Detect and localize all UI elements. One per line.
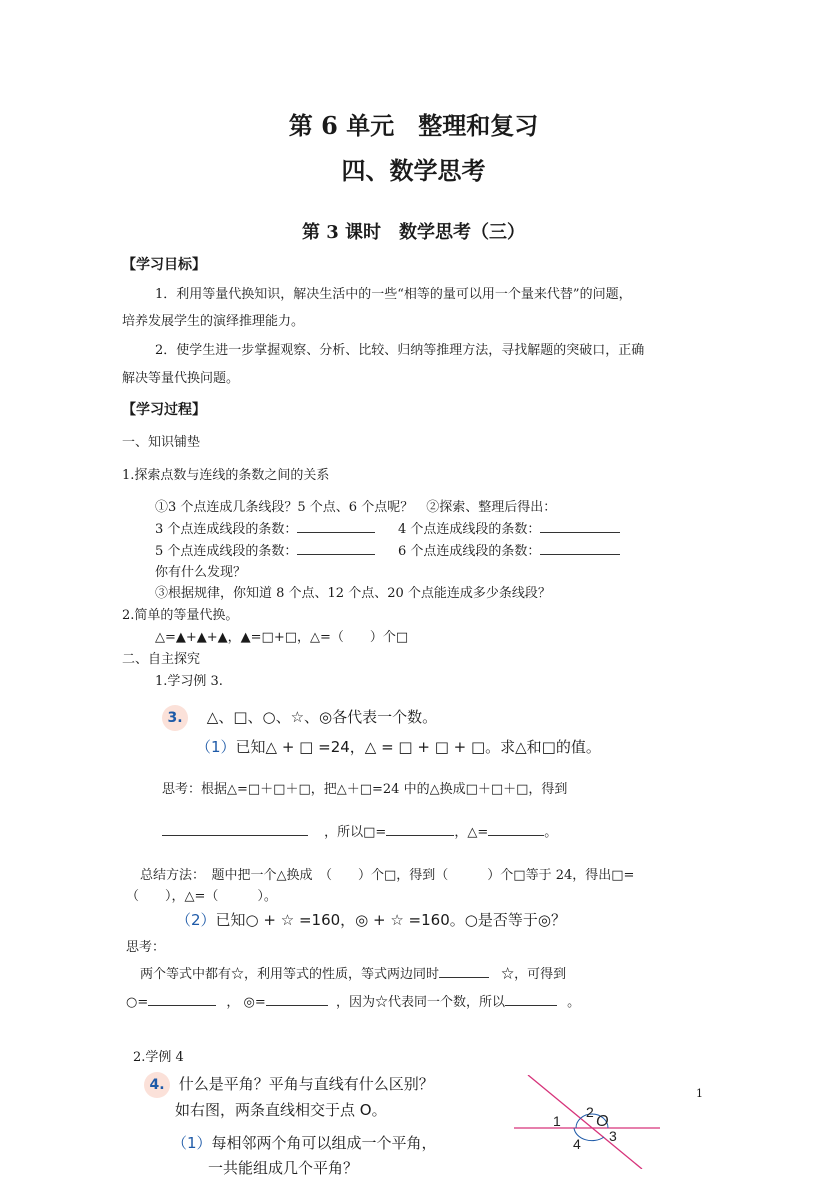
period-mark: 。 [567, 995, 581, 1010]
angle-label-4: 4 [573, 1136, 581, 1152]
example-3-intro-row [162, 705, 437, 731]
section-title: 四、数学思考 [341, 156, 486, 185]
points-3-row [155, 518, 375, 537]
point-o-label: O [596, 1113, 609, 1130]
points-3-blank [297, 519, 375, 533]
example-4-line-1: 什么是平角？平角与直线有什么区别？ [178, 1075, 434, 1093]
circle-eq-label: ○= [126, 995, 149, 1010]
diagonal-line [528, 1075, 642, 1169]
example-3-q1-row [196, 736, 601, 757]
example-4-line-2: 如右图，两条直线相交于点 O。 [175, 1101, 387, 1119]
example-3-q2-text: 已知○ + ☆ =160，◎ + ☆ =160。○是否等于◎？ [215, 911, 566, 929]
page-number: 1 [696, 1087, 703, 1100]
goals-heading: 【学习目标】 [122, 257, 206, 273]
q2-reason-row [140, 963, 566, 982]
points-4-label: 4 个点连成线段的条数： [398, 522, 541, 537]
points-4-blank [540, 519, 620, 533]
operation-blank [439, 964, 489, 978]
square-value-blank [386, 822, 454, 836]
q2-reason-b: ☆，可得到 [501, 967, 567, 982]
so-label: ，所以□= [324, 825, 387, 840]
example-3-q2-number: （2） [176, 911, 216, 929]
item-1-title: 1.探索点数与连线的条数之间的关系 [122, 468, 330, 483]
q2-reason-a: 两个等式中都有☆，利用等式的性质，等式两边同时 [140, 967, 440, 982]
example-3-q2-row [176, 909, 566, 930]
goal-1-line-2: 培养发展学生的演绎推理能力。 [122, 314, 305, 329]
angle-label-2: 2 [586, 1104, 594, 1120]
angle-label-1: 1 [553, 1113, 561, 1129]
example-3-q1-number: （1） [196, 738, 236, 756]
example-3-answer-row [162, 821, 557, 840]
study-2-title: 2.学例 4 [133, 1050, 184, 1065]
because-label: ，因为☆代表同一个数，所以 [335, 995, 505, 1010]
example-3-number: 3. [162, 705, 188, 731]
process-heading: 【学习过程】 [122, 402, 206, 418]
q2-answer-row [126, 991, 580, 1010]
points-4-row [398, 518, 620, 537]
example-3-think-2: 思考： [126, 940, 166, 955]
goal-2-line-1: 2．使学生进一步掌握观察、分析、比较、归纳等推理方法，寻找解题的突破口，正确 [155, 343, 645, 358]
answer-end-mark: 。 [544, 825, 558, 840]
lesson-title: 第 3 课时 数学思考（三） [301, 222, 526, 243]
question-line-1: ①3 个点连成几条线段？5 个点、6 个点呢？ ②探索、整理后得出： [155, 500, 557, 515]
points-6-label: 6 个点连成线段的条数： [398, 544, 541, 559]
example-3-q1-text: 已知△ + □ =24，△ = □ + □ + □。求△和□的值。 [235, 738, 601, 756]
points-5-label: 5 个点连成线段的条数： [155, 544, 298, 559]
intersecting-lines-figure [500, 1075, 680, 1169]
summary-line-1: 总结方法： 题中把一个△换成 （ ）个□，得到（ ）个□等于 24，得出□= [140, 868, 635, 883]
example-4-q1-line-2: 一共能组成几个平角？ [208, 1159, 359, 1177]
circle-eq-blank [148, 992, 216, 1006]
double-circle-eq-blank [266, 992, 328, 1006]
example-3-intro: △、□、○、☆、◎各代表一个数。 [206, 708, 438, 726]
example-3-think: 思考：根据△=□＋□＋□，把△＋□=24 中的△换成□＋□＋□，得到 [162, 782, 568, 797]
part-2-title: 二、自主探究 [122, 652, 201, 667]
part-1-title: 一、知识铺垫 [122, 435, 201, 450]
example-4-q1-number: （1） [172, 1134, 212, 1152]
study-1-title: 1.学习例 3. [155, 674, 223, 689]
triangle-value-blank [488, 822, 544, 836]
double-circle-eq-label: ◎= [243, 995, 266, 1010]
summary-line-2: （ ），△=（ ）。 [126, 889, 277, 904]
points-6-blank [540, 541, 620, 555]
goal-2-line-2: 解决等量代换问题。 [122, 371, 240, 386]
goal-1-line-1: 1．利用等量代换知识，解决生活中的一些“相等的量可以用一个量来代替”的问题， [155, 287, 632, 302]
unit-title: 第 6 单元 整理和复习 [288, 111, 539, 140]
angle-label-3: 3 [609, 1128, 617, 1144]
question-rule: ③根据规律，你知道 8 个点、12 个点、20 个点能连成多少条线段？ [155, 586, 551, 601]
question-found: 你有什么发现？ [155, 565, 247, 580]
item-2-title: 2.简单的等量代换。 [122, 608, 239, 623]
points-5-row [155, 540, 375, 559]
conclusion-blank [505, 992, 557, 1006]
example-4-number: 4. [144, 1072, 170, 1098]
example-4-q1-line-1: 每相邻两个角可以组成一个平角， [211, 1134, 437, 1152]
points-3-label: 3 个点连成线段的条数： [155, 522, 298, 537]
points-6-row [398, 540, 620, 559]
triangle-label: ，△= [454, 825, 489, 840]
separator: ， [226, 995, 240, 1010]
example-4-line-1-row [144, 1072, 434, 1098]
item-2-formula: △=▲+▲+▲，▲=□+□，△=（ ）个□ [155, 630, 409, 645]
example-4-q1-row [172, 1132, 437, 1153]
equation-blank [162, 822, 308, 836]
points-5-blank [297, 541, 375, 555]
